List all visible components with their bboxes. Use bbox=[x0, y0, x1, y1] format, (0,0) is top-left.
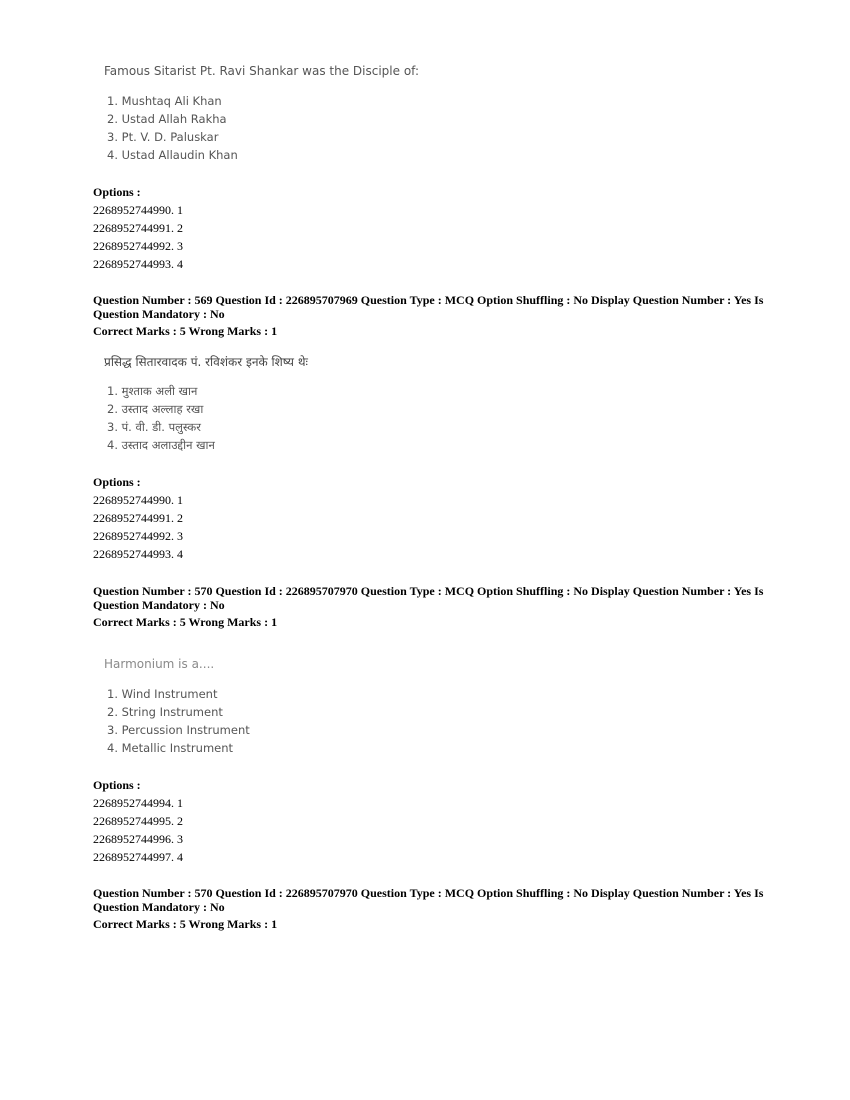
options-block bbox=[93, 776, 183, 866]
option-id: 2268952744991. 2 bbox=[93, 221, 183, 235]
choice-item: 4. उस्ताद अलाउद्दीन खान bbox=[107, 438, 215, 452]
option-id: 2268952744990. 1 bbox=[93, 203, 183, 217]
meta-line: Question Number : 570 Question Id : 226895707970 Question Type : MCQ Option Shuffling : No Display Question Number : Yes Is bbox=[93, 886, 764, 900]
choice-item: 3. Pt. V. D. Paluskar bbox=[107, 130, 219, 144]
question-text: Famous Sitarist Pt. Ravi Shankar was the Disciple of: bbox=[104, 64, 420, 78]
option-id: 2268952744992. 3 bbox=[93, 529, 183, 543]
choice-list bbox=[107, 685, 250, 757]
meta-line: Question Mandatory : No bbox=[93, 598, 225, 612]
options-heading: Options : bbox=[93, 778, 141, 792]
option-id: 2268952744990. 1 bbox=[93, 493, 183, 507]
choice-item: 2. Ustad Allah Rakha bbox=[107, 112, 227, 126]
meta-line: Question Number : 569 Question Id : 226895707969 Question Type : MCQ Option Shuffling : No Display Question Number : Yes Is bbox=[93, 293, 764, 307]
option-id: 2268952744996. 3 bbox=[93, 832, 183, 846]
meta-line: Question Number : 570 Question Id : 226895707970 Question Type : MCQ Option Shuffling : No Display Question Number : Yes Is bbox=[93, 584, 764, 598]
meta-line: Question Mandatory : No bbox=[93, 900, 225, 914]
choice-list bbox=[107, 382, 215, 454]
meta-marks: Correct Marks : 5 Wrong Marks : 1 bbox=[93, 324, 278, 338]
options-heading: Options : bbox=[93, 185, 141, 199]
choice-item: 4. Ustad Allaudin Khan bbox=[107, 148, 238, 162]
choice-item: 1. Mushtaq Ali Khan bbox=[107, 94, 222, 108]
option-id: 2268952744991. 2 bbox=[93, 511, 183, 525]
question-meta bbox=[93, 293, 773, 338]
option-id: 2268952744997. 4 bbox=[93, 850, 183, 864]
options-block bbox=[93, 473, 183, 563]
question-meta bbox=[93, 886, 773, 931]
meta-marks: Correct Marks : 5 Wrong Marks : 1 bbox=[93, 917, 278, 931]
option-id: 2268952744994. 1 bbox=[93, 796, 183, 810]
meta-marks: Correct Marks : 5 Wrong Marks : 1 bbox=[93, 615, 278, 629]
option-id: 2268952744995. 2 bbox=[93, 814, 183, 828]
choice-item: 2. String Instrument bbox=[107, 705, 223, 719]
choice-item: 4. Metallic Instrument bbox=[107, 741, 234, 755]
option-id: 2268952744992. 3 bbox=[93, 239, 183, 253]
option-id: 2268952744993. 4 bbox=[93, 547, 183, 561]
meta-line: Question Mandatory : No bbox=[93, 307, 225, 321]
question-text: Harmonium is a.... bbox=[104, 657, 215, 671]
choice-item: 3. Percussion Instrument bbox=[107, 723, 250, 737]
choice-item: 3. पं. वी. डी. पलुस्कर bbox=[107, 420, 201, 434]
option-id: 2268952744993. 4 bbox=[93, 257, 183, 271]
choice-item: 1. मुश्ताक अली खान bbox=[107, 384, 198, 398]
choice-list bbox=[107, 92, 238, 164]
options-heading: Options : bbox=[93, 475, 141, 489]
question-text: प्रसिद्ध सितारवादक पं. रविशंकर इनके शिष्य थेः bbox=[104, 355, 308, 369]
choice-item: 2. उस्ताद अल्लाह रखा bbox=[107, 402, 204, 416]
choice-item: 1. Wind Instrument bbox=[107, 687, 218, 701]
options-block bbox=[93, 183, 183, 273]
question-meta bbox=[93, 584, 773, 629]
